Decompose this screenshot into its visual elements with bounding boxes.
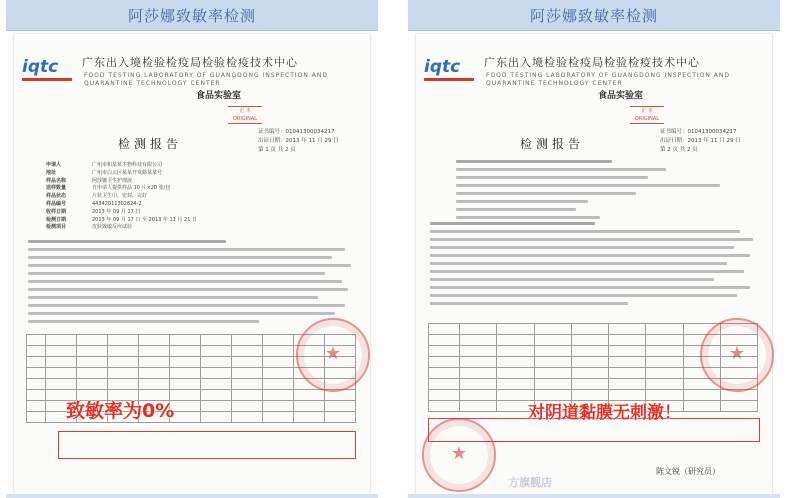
lab-name: 食品实验室 <box>196 91 242 101</box>
field-value: 自申请人提供样品 10 片×20 张/包 <box>92 185 171 192</box>
field-value: 2013 年 09 月 17 日 至 2013 年 11 月 21 日 <box>92 216 197 223</box>
field-value: 广州市和某某生物科技有限公司 <box>92 162 163 168</box>
page-number: 第 1 页 共 2 页 <box>258 147 296 153</box>
field-row <box>46 201 356 209</box>
panel-banner <box>408 0 780 31</box>
iqtc-logo <box>22 56 72 78</box>
field-key: 申请人 <box>46 162 62 168</box>
org-title: 广东出入境检验检疫局检验检疫技术中心 <box>82 56 298 69</box>
original-stamp: 正 本 ORIGINAL <box>630 106 664 124</box>
org-english: FOOD TESTING LABORATORY OF GUANGDONG INSPECTION AND QUARANTINE TECHNOLOGY CENTER <box>486 72 730 87</box>
logo-bar <box>424 78 474 81</box>
field-key: 样品状态 <box>46 193 67 200</box>
report-panel-left <box>6 0 378 498</box>
official-seal-stamp <box>422 418 496 492</box>
field-key: 地址 <box>46 169 57 176</box>
field-key: 样品编号 <box>46 200 67 207</box>
method-text <box>430 222 760 310</box>
lab-name: 食品实验室 <box>598 91 644 101</box>
field-value: 皮肤致敏反应试验 <box>92 224 133 231</box>
report-title: 检测报告 <box>520 137 585 151</box>
panel-banner <box>6 0 378 31</box>
org-english: FOOD TESTING LABORATORY OF GUANGDONG INSPECTION AND QUARANTINE TECHNOLOGY CENTER <box>84 72 328 87</box>
report-title: 检测报告 <box>118 137 183 151</box>
highlight-box <box>58 431 356 459</box>
callout-allergy-rate: 致敏率为0% <box>66 400 175 422</box>
signer-name: 陈文锐（研究员） <box>656 467 720 476</box>
field-row <box>46 170 356 178</box>
report-meta <box>660 128 741 155</box>
logo-text: iqtc <box>424 57 461 77</box>
footer-strip <box>6 494 378 498</box>
footer-strip <box>408 494 780 498</box>
logo-text: iqtc <box>22 57 59 77</box>
page-number: 第 2 页 共 2 页 <box>660 147 698 153</box>
banner-title: 阿莎娜致敏率检测 <box>529 6 658 25</box>
banner-title: 阿莎娜致敏率检测 <box>127 6 256 25</box>
official-seal-stamp <box>700 318 774 392</box>
org-title: 广东出入境检验检疫局检验检疫技术中心 <box>484 56 700 69</box>
field-key: 收样日期 <box>46 208 67 215</box>
cert-number: 证书编号：01041300034217 <box>258 129 335 135</box>
field-value: 广州市白云区某某开发路某某号 <box>92 169 163 176</box>
applicant-block <box>456 160 756 224</box>
report-meta <box>258 128 339 155</box>
field-row <box>46 209 356 217</box>
callout-no-irritation: 对阴道黏膜无刺激！ <box>528 403 681 423</box>
field-row <box>46 224 356 232</box>
report-fields <box>46 162 356 232</box>
star-icon: ★ <box>728 343 746 364</box>
field-value: 44342011302624-2 <box>92 200 142 207</box>
field-key: 检测项目 <box>46 224 67 231</box>
cert-number: 证书编号：01041300034217 <box>660 129 737 135</box>
official-seal-stamp <box>296 318 370 392</box>
field-key: 检测日期 <box>46 216 67 223</box>
logo-bar <box>22 78 72 81</box>
field-value: 阿莎娜卫生护理液 <box>92 177 133 184</box>
iqtc-logo <box>424 56 474 78</box>
method-text <box>28 240 358 328</box>
field-value: 片状卫生巾，密封，完好 <box>92 193 148 200</box>
shop-watermark: 方旗舰店 <box>508 476 552 489</box>
field-row <box>46 193 356 201</box>
star-icon: ★ <box>450 443 468 464</box>
field-value: 2013 年 09 月 17 日 <box>92 208 141 215</box>
field-key: 样品名称 <box>46 177 67 184</box>
issue-date: 出证日期：2013 年 11 月 29 日 <box>660 138 741 144</box>
star-icon: ★ <box>324 343 342 364</box>
original-stamp: 正 本 ORIGINAL <box>228 106 262 124</box>
field-row <box>46 162 356 170</box>
issue-date: 出证日期：2013 年 11 月 29 日 <box>258 138 339 144</box>
field-key: 送样数量 <box>46 185 67 192</box>
report-panel-right <box>408 0 780 498</box>
